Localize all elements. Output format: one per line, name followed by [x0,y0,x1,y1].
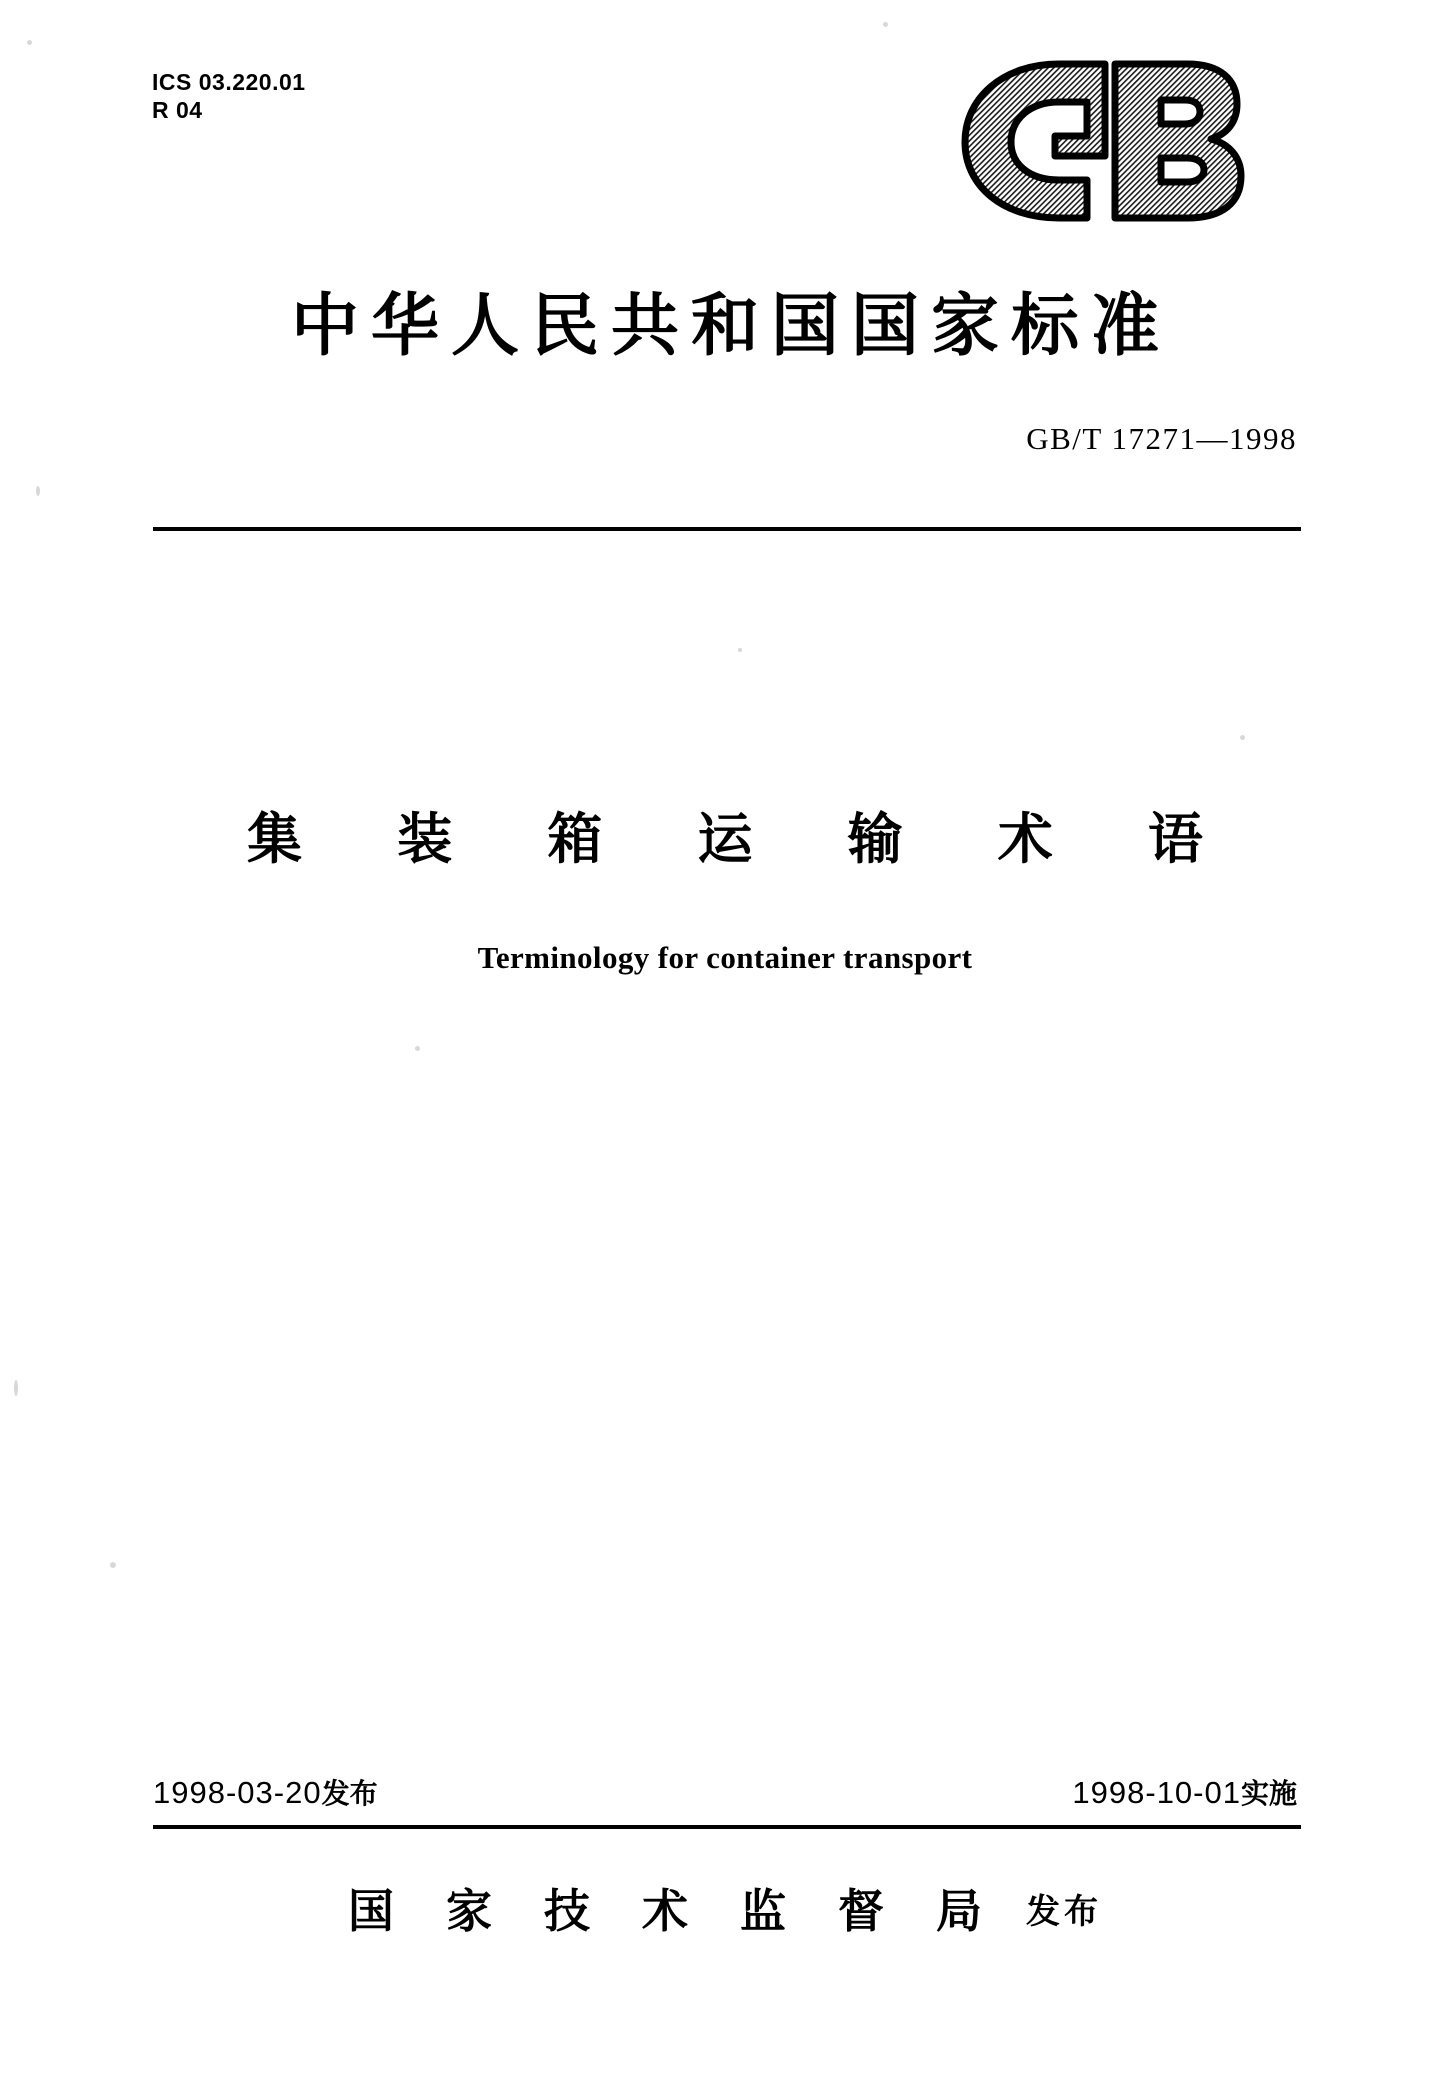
publisher-action: 发布 [1026,1892,1103,1932]
classification-code: R 04 [152,97,203,124]
national-standard-title: 中华人民共和国国家标准 [290,287,1171,366]
document-title-chinese: 集 装 箱 运 输 术 语 [247,807,1241,871]
standard-number: GB/T 17271—1998 [1026,421,1297,456]
scan-artifact [110,1562,116,1568]
scan-artifact [27,40,32,45]
effective-date [1072,1772,1297,1812]
issue-date-value: 1998-03-20 [153,1775,322,1810]
document-title-english: Terminology for container transport [477,940,973,975]
effective-date-label: 实施 [1240,1777,1297,1810]
scan-artifact [883,22,888,27]
scan-artifact [415,1046,420,1051]
footer-divider [153,1825,1301,1829]
publisher-row [0,1875,1450,1941]
gb-emblem-icon [955,58,1245,223]
publisher-name: 国 家 技 术 监 督 局 [347,1884,1001,1938]
scan-artifact [1240,735,1245,740]
issue-date-label: 发布 [321,1777,378,1810]
header-divider [153,527,1301,531]
effective-date-value: 1998-10-01 [1072,1775,1241,1810]
scan-artifact [36,486,40,496]
issue-date [153,1772,378,1812]
scan-artifact [738,648,742,652]
scan-artifact [14,1380,18,1396]
ics-code: ICS 03.220.01 [152,69,306,95]
ics-block [152,68,306,124]
